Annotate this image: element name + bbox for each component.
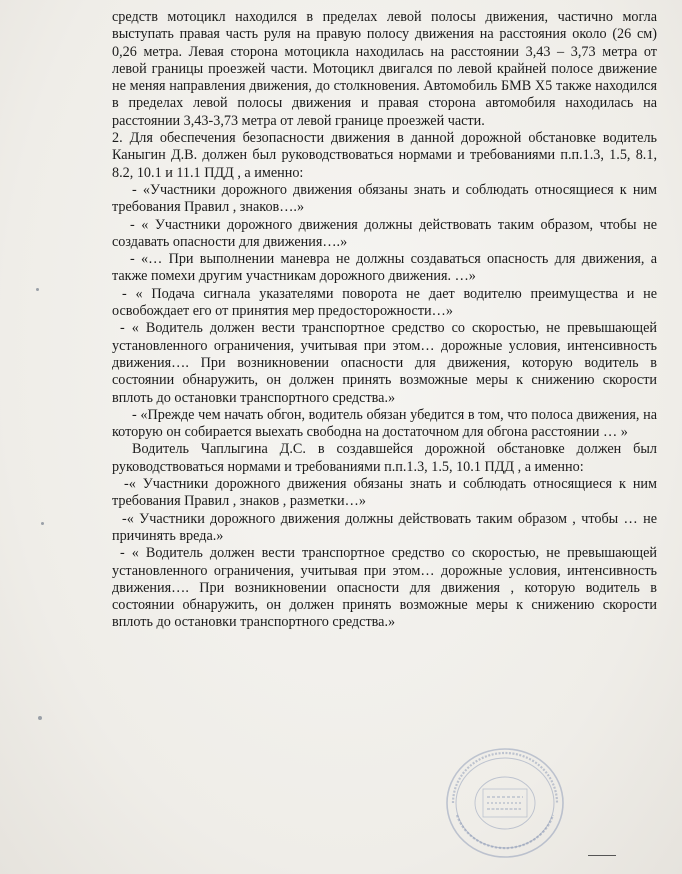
scan-dot [38,716,42,720]
round-seal-icon [443,745,567,861]
rule-quote-b-1-5: -« Участники дорожного движения должны действовать таким образом , чтобы … не причинять вреда.» [112,510,657,544]
rule-quote-8-1: - «… При выполнении маневра не должны создаваться опасность для движения, а также помехи другим участникам дорожного движения. …» [112,251,657,285]
document-body [112,9,657,632]
rule-quote-1-5: - « Участники дорожного движения должны действовать таким образом, чтобы не создавать опасности для движения….» [112,216,657,250]
pen-stroke [588,855,616,856]
rule-quote-b-1-3: -« Участники дорожного движения обязаны знать и соблюдать относящиеся к ним требования Правил , знаков , разметки…» [112,476,657,510]
paragraph-motorcycle-position: средств мотоцикл находился в пределах левой полосы движения, частично могла выступать правая часть руля на правую полосу движения на расстояния около (26 см) 0,26 метра. Левая сторона мотоцикла находилась на расстоянии 3,43 – 3,73 метра от левой границы проезжей части. Мотоцикл двигался по левой крайней полосе движение не меняя направления движения, до столкновения. Автомобиль БМВ Х5 также находился в пределах левой полосы движения и правая сторона автомобиля находилась на расстоянии 3,43-3,73 метра от левой границе проезжей части. [112,9,657,129]
paragraph-kanygin-rules-intro: 2. Для обеспечения безопасности движения в данной дорожной обстановке водитель Каныгин Д.В. должен был руководствоваться нормами и требованиями п.п.1.3, 1.5, 8.1, 8.2, 10.1 и 11.1 ПДД , а именно: [112,130,657,181]
scan-dot [41,522,44,525]
rule-quote-11-1: - «Прежде чем начать обгон, водитель обязан убедится в том, что полоса движения, на которую он собирается выехать свободна на достаточном для обгона расстоянии … » [112,406,657,441]
rule-quote-b-10-1: - « Водитель должен вести транспортное средство со скоростью, не превышающей установленного ограничения, учитывая при этом… дорожные условия, интенсивность движения…. При возникновении опасности для движения , которую водитель в состоянии обнаружить, он должен принять возможные меры к снижению скорости вплоть до остановки транспортного средства.» [112,545,657,631]
rule-quote-1-3: - «Участники дорожного движения обязаны знать и соблюдать относящиеся к ним требования Правил , знаков….» [112,181,657,216]
seal-graphic [443,745,567,861]
rule-quote-8-2: - « Подача сигнала указателями поворота не дает водителю преимущества и не освобождает его от принятия мер предосторожности…» [112,285,657,320]
scan-dot [36,288,39,291]
rule-quote-10-1: - « Водитель должен вести транспортное средство со скоростью, не превышающей установленного ограничения, учитывая при этом… дорожные условия, интенсивность движения…. При возникновении опасности для движения, которую водитель в состоянии обнаружить, он должен принять возможные меры к снижению скорости вплоть до остановки транспортного средства.» [112,320,657,406]
paragraph-chaplygina-rules-intro: Водитель Чаплыгина Д.С. в создавшейся дорожной обстановке должен был руководствоваться нормами и требованиями п.п.1.3, 1.5, 10.1 ПДД , а именно: [112,441,657,475]
